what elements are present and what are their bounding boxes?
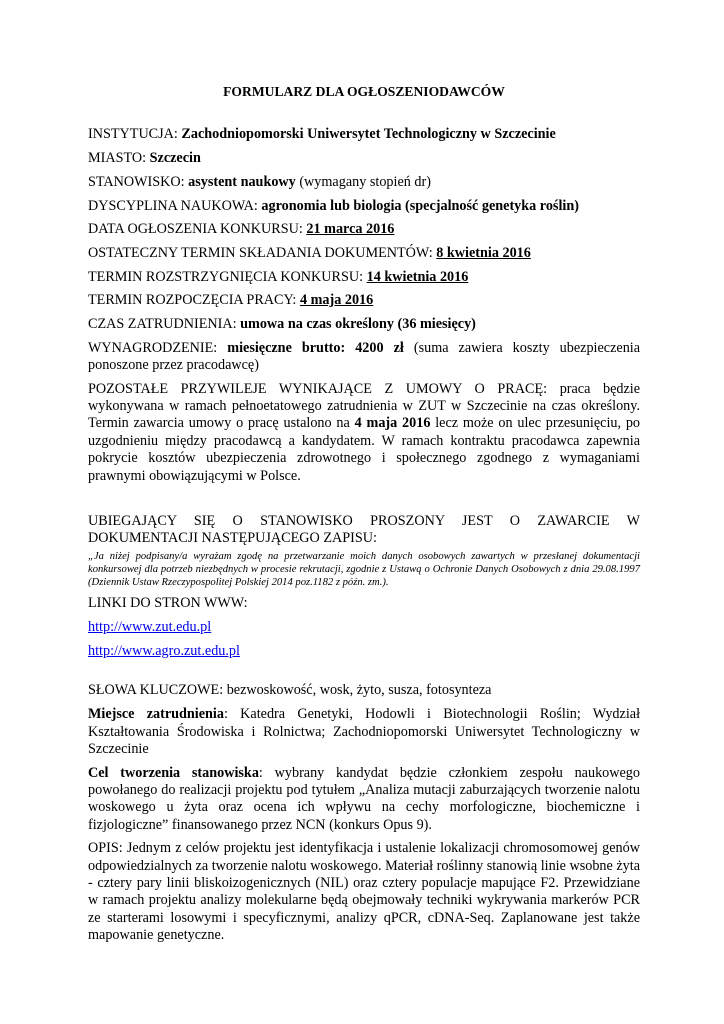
benefits-text-1: praca będzie wykonywana w ramach pełnoetatowego zatrudnienia w ZUT w Szczecinie na czas określony. Termin zawarcia umowy o pracę ustalono na [88, 380, 641, 432]
document-page [88, 83, 640, 951]
city-value: Szczecin [149, 150, 201, 167]
start-label: TERMIN ROZPOCZĘCIA PRACY: [88, 292, 297, 309]
announce-date-line [88, 221, 640, 238]
deadline-value: 8 kwietnia 2016 [436, 244, 531, 261]
institution-line [88, 126, 640, 143]
position-note: (wymagany stopień dr) [299, 173, 431, 190]
position-line [88, 174, 640, 191]
discipline-value: agronomia lub biologia (specjalność genetyka roślin) [261, 197, 579, 214]
links-label: LINKI DO STRON WWW: [88, 595, 248, 612]
workplace-text: : Katedra Genetyki, Hodowli i Biotechnologii Roślin; Wydział Kształtowania Środowiska i Rolnictwa; Zachodniopomorski Uniwersytet Technologiczny w Szczecinie [88, 706, 641, 758]
institution-value: Zachodniopomorski Uniwersytet Technologiczny w Szczecinie [181, 126, 556, 143]
deadline-label: OSTATECZNY TERMIN SKŁADANIA DOKUMENTÓW: [88, 244, 433, 261]
discipline-label: DYSCYPLINA NAUKOWA: [88, 197, 258, 214]
resolution-value: 14 kwietnia 2016 [366, 268, 469, 285]
salary-paragraph [88, 340, 640, 375]
description-paragraph: OPIS: Jednym z celów projektu jest identyfikacja i ustalenie lokalizacji chromosomowej genów odpowiedzialnych za tworzenie nalotu woskowego. Materiał roślinny stanowią linie wsobne żyta - cztery pary linii bliskoizogenicznych (NIL) oraz cztery populacje mapujące F2. Przewidziane w ramach projektu analizy molekularne będą obejmowały techniki wykrywania markerów PCR ze starterami losowymi i specyficznymi, analizy qPCR, cDNA-Seq. Zaplanowane jest także mapowanie genetyczne. [88, 840, 640, 944]
spacer [88, 666, 640, 682]
salary-note: (suma zawiera koszty ubezpieczenia ponoszone przez pracodawcę) [88, 339, 641, 374]
keywords-line: SŁOWA KLUCZOWE: bezwoskowość, wosk, żyto, susza, fotosynteza [88, 681, 492, 698]
workplace-paragraph [88, 706, 640, 758]
duration-line [88, 316, 640, 333]
spacer [88, 491, 640, 513]
city-label: MIASTO: [88, 150, 147, 167]
position-value: asystent naukowy [188, 173, 296, 190]
salary-label: WYNAGRODZENIE: [88, 339, 218, 356]
goal-paragraph [88, 765, 640, 835]
start-value: 4 maja 2016 [299, 292, 374, 309]
deadline-line [88, 245, 640, 262]
goal-text: : wybrany kandydat będzie członkiem zespołu naukowego powołanego do realizacji projektu pod tytułem „Analiza mutacji zaburzających tworzenie nalotu woskowego u żyta oraz ocena ich wpływu na cechy morfologiczne, biochemiczne i fizjologiczne” finansowanego przez NCN (konkurs Opus 9). [88, 764, 640, 833]
announce-date-label: DATA OGŁOSZENIA KONKURSU: [88, 221, 303, 238]
applicant-note: UBIEGAJĄCY SIĘ O STANOWISKO PROSZONY JEST O ZAWARCIE W DOKUMENTACJI NASTĘPUJĄCEGO ZAPISU: [88, 512, 640, 547]
goal-label: Cel tworzenia stanowiska [88, 764, 259, 781]
announce-date-value: 21 marca 2016 [306, 221, 395, 238]
benefits-label: POZOSTAŁE PRZYWILEJE WYNIKAJĄCE Z UMOWY O PRACĘ: [88, 380, 548, 397]
start-line [88, 292, 640, 309]
discipline-line [88, 198, 640, 215]
consent-clause: „Ja niżej podpisany/a wyrażam zgodę na przetwarzanie moich danych osobowych zawartych w przesłanej dokumentacji konkursowej dla potrzeb niezbędnych w procesie rekrutacji, zgodnie z Ustawą o Ochronie Danych Osobowych z dnia 29.08.1997 (Dziennik Ustaw Rzeczypospolitej Polskiej 2014 poz.1182 z późn. zm.). [88, 550, 640, 589]
link-agro-zut[interactable]: http://www.agro.zut.edu.pl [88, 642, 240, 659]
benefits-date: 4 maja 2016 [354, 415, 431, 432]
workplace-label: Miejsce zatrudnienia [88, 706, 224, 723]
duration-label: CZAS ZATRUDNIENIA: [88, 316, 237, 333]
institution-label: INSTYTUCJA: [88, 126, 178, 143]
position-label: STANOWISKO: [88, 173, 185, 190]
city-line [88, 150, 640, 167]
benefits-text-2: lecz może on ulec przesunięciu, po uzgodnieniu między pracodawcą a kandydatem. W ramach kontraktu pracodawca zapewnia pokrycie kosztów ubezpieczenia zdrowotnego i społecznego zgodnego z wymaganiami prawnymi obowiązującymi w Polsce. [88, 415, 641, 484]
resolution-label: TERMIN ROZSTRZYGNIĘCIA KONKURSU: [88, 268, 364, 285]
resolution-line [88, 269, 640, 286]
duration-value: umowa na czas określony (36 miesięcy) [240, 316, 476, 333]
benefits-paragraph [88, 381, 640, 485]
salary-value: miesięczne brutto: 4200 zł [227, 339, 404, 356]
link-zut[interactable]: http://www.zut.edu.pl [88, 619, 212, 636]
page-title: FORMULARZ DLA OGŁOSZENIODAWCÓW [223, 84, 505, 99]
